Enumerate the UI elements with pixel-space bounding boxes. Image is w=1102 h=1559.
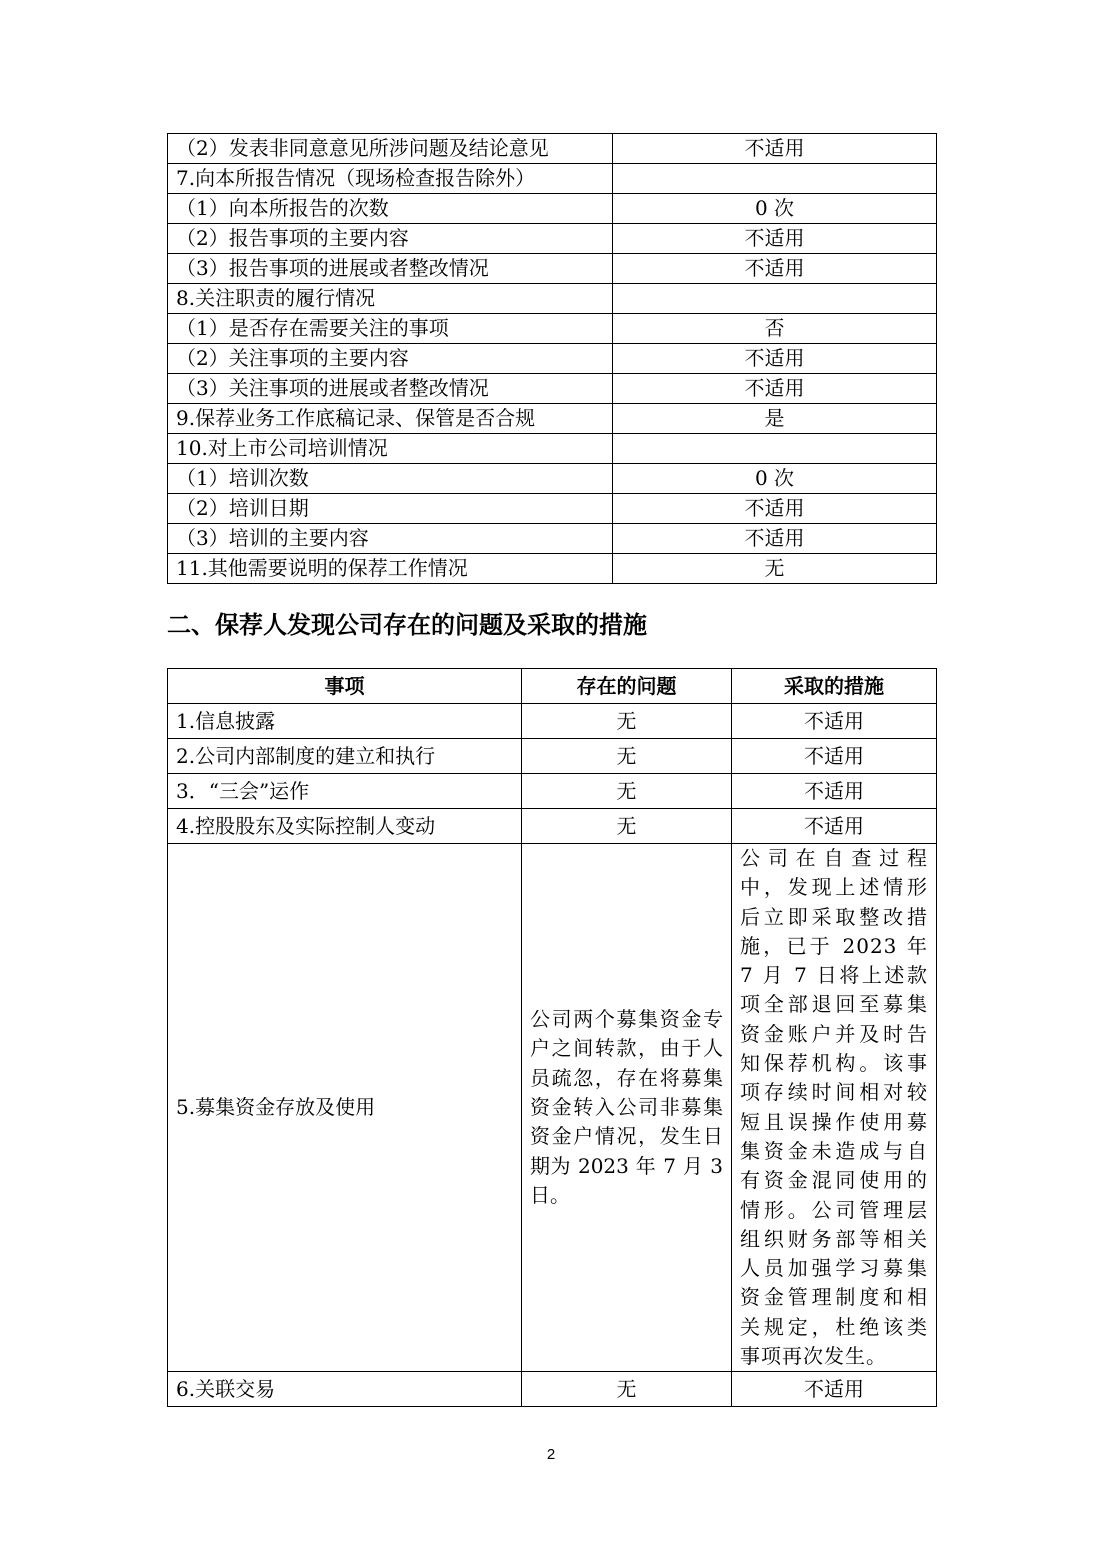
item-cell: （1）向本所报告的次数: [168, 194, 613, 224]
table-row: [168, 844, 937, 1372]
item-cell: 6.关联交易: [168, 1372, 522, 1407]
value-cell: 不适用: [613, 494, 937, 524]
item-cell: 9.保荐业务工作底稿记录、保管是否合规: [168, 404, 613, 434]
table-row: [168, 704, 937, 739]
table-row: [168, 739, 937, 774]
section-heading: 二、保荐人发现公司存在的问题及采取的措施: [167, 611, 647, 639]
problem-cell: 公司两个募集资金专户之间转款，由于人员疏忽，存在将募集资金转入公司非募集资金户情况，发生日期为 2023 年 7 月 3 日。: [522, 844, 732, 1372]
item-cell: 11.其他需要说明的保荐工作情况: [168, 554, 613, 584]
table-row: [168, 314, 937, 344]
table-row: [168, 524, 937, 554]
item-cell: （2）报告事项的主要内容: [168, 224, 613, 254]
page-number: 2: [546, 1446, 556, 1463]
column-header-problem: 存在的问题: [522, 669, 732, 704]
table-row: [168, 809, 937, 844]
value-cell: [613, 284, 937, 314]
item-cell: 7.向本所报告情况（现场检查报告除外）: [168, 164, 613, 194]
measure-cell: 不适用: [732, 1372, 937, 1407]
value-cell: [613, 434, 937, 464]
measure-cell: 不适用: [732, 704, 937, 739]
table-row: [168, 164, 937, 194]
value-cell: 不适用: [613, 524, 937, 554]
problem-cell: 无: [522, 809, 732, 844]
value-cell: 不适用: [613, 224, 937, 254]
measure-cell: 不适用: [732, 739, 937, 774]
item-cell: 4.控股股东及实际控制人变动: [168, 809, 522, 844]
problem-cell: 无: [522, 1372, 732, 1407]
table-row: [168, 554, 937, 584]
item-cell: 8.关注职责的履行情况: [168, 284, 613, 314]
table-row: [168, 434, 937, 464]
value-cell: 0 次: [613, 194, 937, 224]
value-cell: [613, 164, 937, 194]
value-cell: 否: [613, 314, 937, 344]
column-header-measure: 采取的措施: [732, 669, 937, 704]
item-cell: （3）培训的主要内容: [168, 524, 613, 554]
table-row: [168, 284, 937, 314]
item-cell: （2）关注事项的主要内容: [168, 344, 613, 374]
item-cell: （1）培训次数: [168, 464, 613, 494]
value-cell: 无: [613, 554, 937, 584]
problem-cell: 无: [522, 704, 732, 739]
table-row: [168, 254, 937, 284]
measure-cell: 不适用: [732, 809, 937, 844]
table-header-row: [168, 669, 937, 704]
item-cell: （1）是否存在需要关注的事项: [168, 314, 613, 344]
table-row: [168, 134, 937, 164]
value-cell: 不适用: [613, 344, 937, 374]
item-cell: （2）培训日期: [168, 494, 613, 524]
value-cell: 不适用: [613, 254, 937, 284]
item-cell: 1.信息披露: [168, 704, 522, 739]
table-row: [168, 1372, 937, 1407]
value-cell: 是: [613, 404, 937, 434]
table-row: [168, 374, 937, 404]
item-cell: 10.对上市公司培训情况: [168, 434, 613, 464]
problem-cell: 无: [522, 774, 732, 809]
column-header-item: 事项: [168, 669, 522, 704]
item-cell: （3）关注事项的进展或者整改情况: [168, 374, 613, 404]
value-cell: 不适用: [613, 134, 937, 164]
problem-cell: 无: [522, 739, 732, 774]
item-cell: 3．“三会”运作: [168, 774, 522, 809]
value-cell: 0 次: [613, 464, 937, 494]
value-cell: 不适用: [613, 374, 937, 404]
table-row: [168, 194, 937, 224]
table-row: [168, 494, 937, 524]
measure-cell: 不适用: [732, 774, 937, 809]
item-cell: 5.募集资金存放及使用: [168, 844, 522, 1372]
work-status-table: [167, 133, 937, 584]
measure-cell: 公司在自查过程中，发现上述情形后立即采取整改措施，已于 2023 年 7 月 7 日将上述款项全部退回至募集资金账户并及时告知保荐机构。该事项存续时间相对较短且误操作使用募集资金未造成与自有资金混同使用的情形。公司管理层组织财务部等相关人员加强学习募集资金管理制度和相关规定，杜绝该类事项再次发生。: [732, 844, 937, 1372]
table-row: [168, 774, 937, 809]
issues-table: [167, 668, 937, 1407]
item-cell: 2.公司内部制度的建立和执行: [168, 739, 522, 774]
table-row: [168, 344, 937, 374]
table-row: [168, 404, 937, 434]
item-cell: （2）发表非同意意见所涉问题及结论意见: [168, 134, 613, 164]
item-cell: （3）报告事项的进展或者整改情况: [168, 254, 613, 284]
table-row: [168, 224, 937, 254]
table-row: [168, 464, 937, 494]
